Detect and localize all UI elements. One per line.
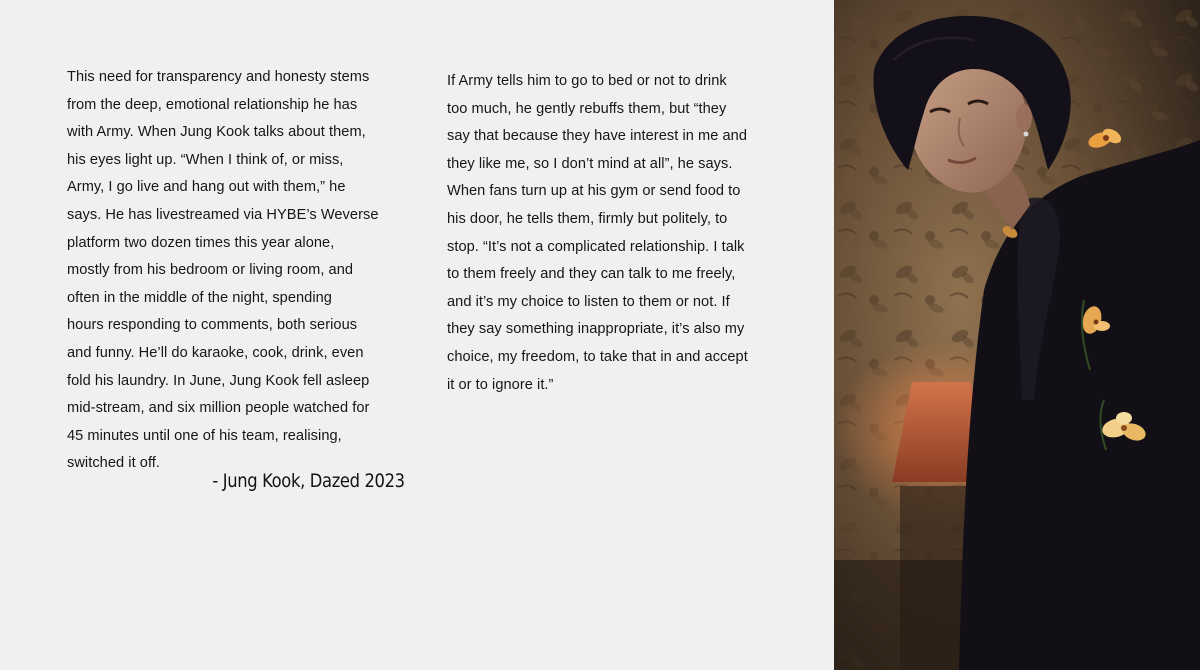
- paragraph-line: too much, he gently rebuffs them, but “they: [447, 100, 727, 117]
- paragraph-line: 45 minutes until one of his team, realising,: [67, 427, 342, 444]
- paragraph-line: platform two dozen times this year alone,: [67, 234, 335, 251]
- paragraph-line: they say something inappropriate, it’s also my: [447, 321, 745, 338]
- paragraph-line: often in the middle of the night, spending: [67, 289, 332, 306]
- paragraph-line: to them freely and they can talk to me freely,: [447, 266, 736, 283]
- paragraph-line: it or to ignore it.”: [447, 376, 554, 393]
- article-column-left: [67, 64, 379, 478]
- portrait-illustration: [834, 0, 1200, 670]
- quote-attribution: - Jung Kook, Dazed 2023: [212, 470, 405, 492]
- paragraph-line: from the deep, emotional relationship he has: [67, 96, 358, 113]
- paragraph-line: says. He has livestreamed via HYBE’s Weverse: [67, 206, 379, 223]
- paragraph-line: If Army tells him to go to bed or not to drink: [447, 73, 727, 89]
- article-column-right: [447, 68, 748, 399]
- paragraph-line: hours responding to comments, both serious: [67, 317, 358, 334]
- paragraph-line: switched it off.: [67, 455, 161, 472]
- paragraph-line: and it’s my choice to listen to them or not. If: [447, 293, 730, 310]
- paragraph-line: say that because they have interest in me and: [447, 128, 747, 145]
- paragraph-line: stop. “It’s not a complicated relationship. I talk: [447, 238, 745, 255]
- paragraph-line: Army, I go live and hang out with them,” he: [67, 179, 346, 196]
- paragraph-line: mostly from his bedroom or living room, and: [67, 262, 354, 279]
- paragraph-line: fold his laundry. In June, Jung Kook fell asleep: [67, 372, 370, 389]
- paragraph-line: mid-stream, and six million people watched for: [67, 400, 370, 417]
- paragraph-line: his door, he tells them, firmly but politely, to: [447, 210, 728, 227]
- portrait-photo: [834, 0, 1200, 670]
- paragraph-line: his eyes light up. “When I think of, or miss,: [67, 151, 344, 168]
- paragraph-line: with Army. When Jung Kook talks about them,: [67, 124, 366, 141]
- paragraph-line: they like me, so I don’t mind at all”, he says.: [447, 155, 733, 172]
- paragraph-line: When fans turn up at his gym or send food to: [447, 183, 741, 200]
- paragraph-line: This need for transparency and honesty stems: [67, 69, 370, 85]
- paragraph-line: choice, my freedom, to take that in and accept: [447, 348, 748, 365]
- paragraph-line: and funny. He’ll do karaoke, cook, drink, even: [67, 344, 364, 361]
